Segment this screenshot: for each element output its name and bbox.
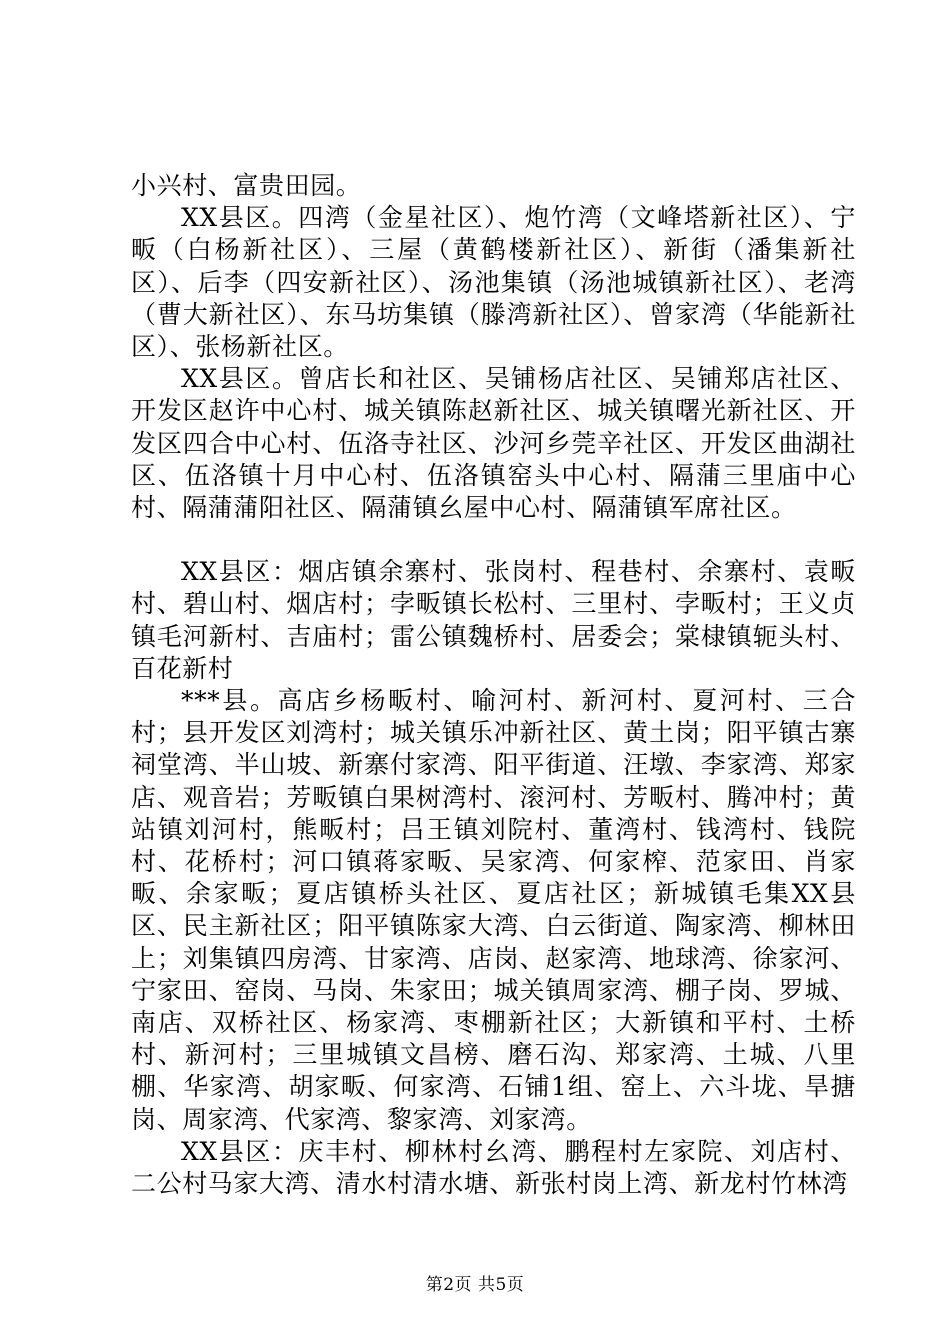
paragraph-county-2: XX县区。曾店长和社区、吴铺杨店社区、吴铺郑店社区、开发区赵许中心村、城关镇陈赵新社区、城关镇曙光新社区、开发区四合中心村、伍洛寺社区、沙河乡莞辛社区、开发区曲湖社区、伍洛镇十月中心村、伍洛镇窑头中心村、隔蒲三里庙中心村、隔蒲蒲阳社区、隔蒲镇幺屋中心村、隔蒲镇军席社区。 (131, 364, 856, 523)
paragraph-gap (131, 524, 856, 556)
page-footer: 第2页 共5页 (425, 1275, 525, 1295)
paragraph-continuation: 小兴村、富贵田园。 (131, 171, 362, 200)
paragraph-county-4: ***县。高店乡杨畈村、喻河村、新河村、夏河村、三合村；县开发区刘湾村；城关镇乐冲新社区、黄土岗；阳平镇古寨祠堂湾、半山坡、新寨付家湾、阳平街道、汪墩、李家湾、郑家店、观音岩；芳畈镇白果树湾村、滚河村、芳畈村、腾冲村；黄站镇刘河村，熊畈村；吕王镇刘院村、董湾村、钱湾村、钱院村、花桥村；河口镇蒋家畈、吴家湾、何家榨、范家田、肖家畈、余家畈；夏店镇桥头社区、夏店社区；新城镇毛集XX县区、民主新社区；阳平镇陈家大湾、白云街道、陶家湾、柳林田上；刘集镇四房湾、甘家湾、店岗、赵家湾、地球湾、徐家河、宁家田、窑岗、马岗、朱家田；城关镇周家湾、棚子岗、罗城、南店、双桥社区、杨家湾、枣棚新社区；大新镇和平村、土桥村、新河村；三里城镇文昌榜、磨石沟、郑家湾、土城、八里棚、华家湾、胡家畈、何家湾、石铺1组、窑上、六斗垅、旱搪岗、周家湾、代家湾、黎家湾、刘家湾。 (131, 686, 856, 1134)
paragraph-county-3: XX县区：烟店镇余寨村、张岗村、程巷村、余寨村、袁畈村、碧山村、烟店村；孛畈镇长松村、三里村、孛畈村；王义贞镇毛河新村、吉庙村；雷公镇魏桥村、居委会；棠棣镇轭头村、百花新村 (131, 557, 856, 683)
paragraph-county-5: XX县区：庆丰村、柳林村幺湾、鹏程村左家院、刘店村、二公村马家大湾、清水村清水塘、新张村岗上湾、新龙村竹林湾 (131, 1136, 856, 1199)
paragraph-county-1: XX县区。四湾（金星社区）、炮竹湾（文峰塔新社区）、宁畈（白杨新社区）、三屋（黄鹤楼新社区）、新街（潘集新社区）、后李（四安新社区）、汤池集镇（汤池城镇新社区）、老湾（曹大新社区）、东马坊集镇（滕湾新社区）、曾家湾（华能新社区）、张杨新社区。 (131, 203, 856, 362)
document-body (131, 170, 856, 1200)
